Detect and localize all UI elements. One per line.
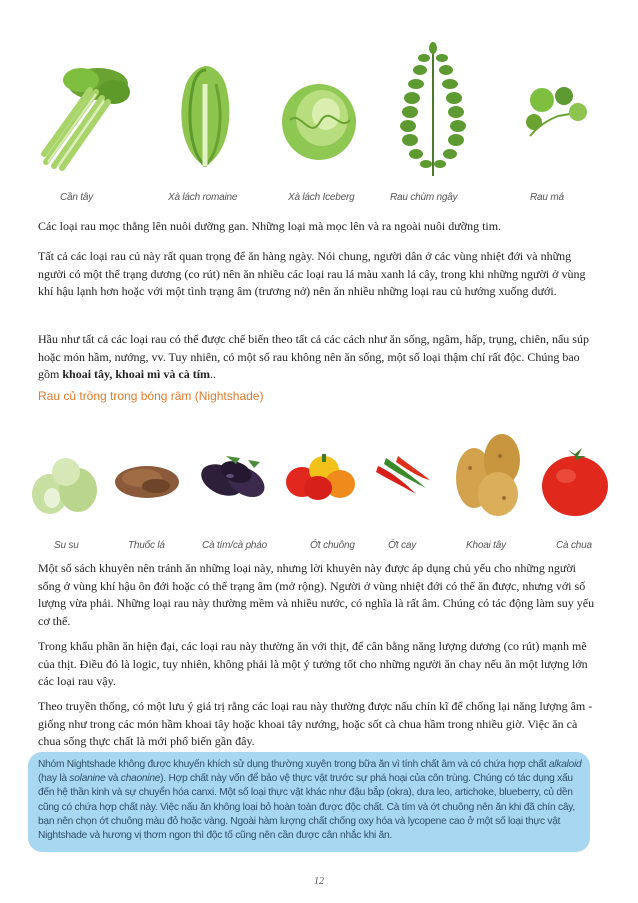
caption-moringa: Rau chùm ngây xyxy=(390,192,458,203)
bell-pepper-image xyxy=(284,448,358,504)
paragraph-6: Theo truyền thống, có một lưu ý giá trị rằng các loại rau này thường được nấu chín kĩ để chống lại năng lượng âm - giống như trong các món hầm khoai tây hoặc khoai tây nướng, hoặc sốt cà chua hầm trong nhiều giờ. Việc ăn cà chua sống thực chất là mới phổ biến gần đây. xyxy=(38,699,593,749)
paragraph-1: Các loại rau mọc thẳng lên nuôi dưỡng gan. Những loại mà mọc lên và ra ngoài nuôi dưỡng tim. xyxy=(38,219,502,233)
note-text-3: và xyxy=(105,773,121,785)
caption-romaine: Xà lách romaine xyxy=(168,192,238,203)
moringa-image xyxy=(392,40,474,178)
celery-image xyxy=(36,62,136,172)
caption-chili: Ớt cay xyxy=(388,540,417,551)
caption-tomato: Cà chua xyxy=(556,540,592,551)
iceberg-lettuce-image xyxy=(280,80,358,162)
tomato-image xyxy=(540,444,610,518)
note-text xyxy=(38,758,582,843)
page-number: 12 xyxy=(314,876,324,887)
watercress-image xyxy=(524,86,588,138)
note-italic-alkaloid: alkaloid xyxy=(548,759,582,770)
tobacco-image xyxy=(112,460,182,500)
paragraph-2: Tất cả các loại rau củ này rất quan trọng để ăn hàng ngày. Nói chung, người dân ở các vùng nhiệt đới và những người có một thể trạng dương (co rút) nên ăn nhiều các loại rau lá màu xanh lá cây, trong khi những người ở vùng khí hậu lạnh hơn hoặc với một tình trạng âm (trương nở) nên ăn nhiều những loại rau củ hướng xuống dưới. xyxy=(38,249,586,299)
paragraph-5: Trong khẩu phần ăn hiện đại, các loại rau này thường ăn với thịt, để cân bằng năng lượng dương (co rút) mạnh mẽ của thịt. Điều đó là logic, tuy nhiên, không phải là một ý tưởng tốt cho những người ăn chay nếu ăn một lượng lớn các loại rau vậy. xyxy=(38,639,588,689)
note-text-4: ). Hợp chất này vốn để bảo vệ thực vật trước sự phá hoại của côn trùng. Chúng có tác dụng xấu đến hệ thần kinh và sự chuyển hóa canxi. Một số loại thực vật khác như đậu bắp (okra), dưa leo, artichoke, blueberry, củ dền cũng có chứa hợp chất này. Việc nấu ăn không loại bỏ hoàn toàn được độc chất. Cà tím và ớt chuông nên ăn khi đã chín cây, bạn nên chọn ớt chuông màu đỏ hoặc vàng. Ngoài hàm lượng chất chống oxy hóa và lycopene cao ở một số loại thực vật Nightshade và hương vị thơm ngon thì độc tố cũng nên cần được cân nhắc khi ăn. xyxy=(38,773,575,842)
potato-image xyxy=(454,428,524,518)
caption-iceberg: Xà lách Iceberg xyxy=(288,192,355,203)
paragraph-3-bold: khoai tây, khoai mì và cà tím xyxy=(62,367,211,382)
paragraph-4: Một số sách khuyên nên tránh ăn những loại này, nhưng lời khuyên này được áp dụng chủ yếu cho những người sống ở vùng khí hậu ôn đới hoặc có thể trạng âm (mở rộng). Người ở vùng nhiệt đới có thể ăn được, nhưng với số lượng vừa phải. Những loại rau này thường mềm và nhiều nước, có nghĩa là rất âm. Chúng có tác động làm suy yếu cơ thể. xyxy=(38,561,595,628)
caption-chayote: Su su xyxy=(54,540,79,551)
note-italic-chaonine: chaonine xyxy=(120,773,161,785)
note-text-2: (hay là xyxy=(38,773,70,785)
caption-bell-pepper: Ớt chuông xyxy=(310,540,355,551)
caption-tobacco: Thuốc lá xyxy=(128,540,165,551)
eggplant-image xyxy=(196,440,272,508)
nightshade-note-box xyxy=(28,752,590,852)
caption-celery: Cần tây xyxy=(60,192,94,203)
nightshade-vegetable-row xyxy=(0,420,638,560)
chili-image xyxy=(372,450,434,500)
top-vegetable-row xyxy=(0,0,638,210)
note-italic-solanine: solanine xyxy=(69,773,106,785)
section-title: Rau củ trồng trong bóng râm (Nightshade) xyxy=(38,389,264,403)
chayote-image xyxy=(30,450,100,518)
caption-potato: Khoai tây xyxy=(466,540,506,551)
paragraph-3-text: Hầu như tất cả các loại rau có thể được chế biến theo tất cả các cách như ăn sống, ngâm, hấp, trụng, chiên, nấu súp hoặc món hầm, nướng, vv. Tuy nhiên, có một số rau không nên ăn sống, một số loại thậm chí rất độc. Chúng bao gồm xyxy=(38,332,589,382)
caption-watercress: Rau má xyxy=(530,192,564,203)
paragraph-3-after: .. xyxy=(210,367,217,382)
note-text-1: Nhóm Nightshade không được khuyến khích sử dụng thường xuyên trong bữa ăn vì tính chất âm và có chứa hợp chất xyxy=(38,759,549,770)
caption-eggplant: Cà tím/cà pháo xyxy=(202,540,268,551)
romaine-lettuce-image xyxy=(172,64,238,168)
paragraph-3 xyxy=(38,331,598,384)
